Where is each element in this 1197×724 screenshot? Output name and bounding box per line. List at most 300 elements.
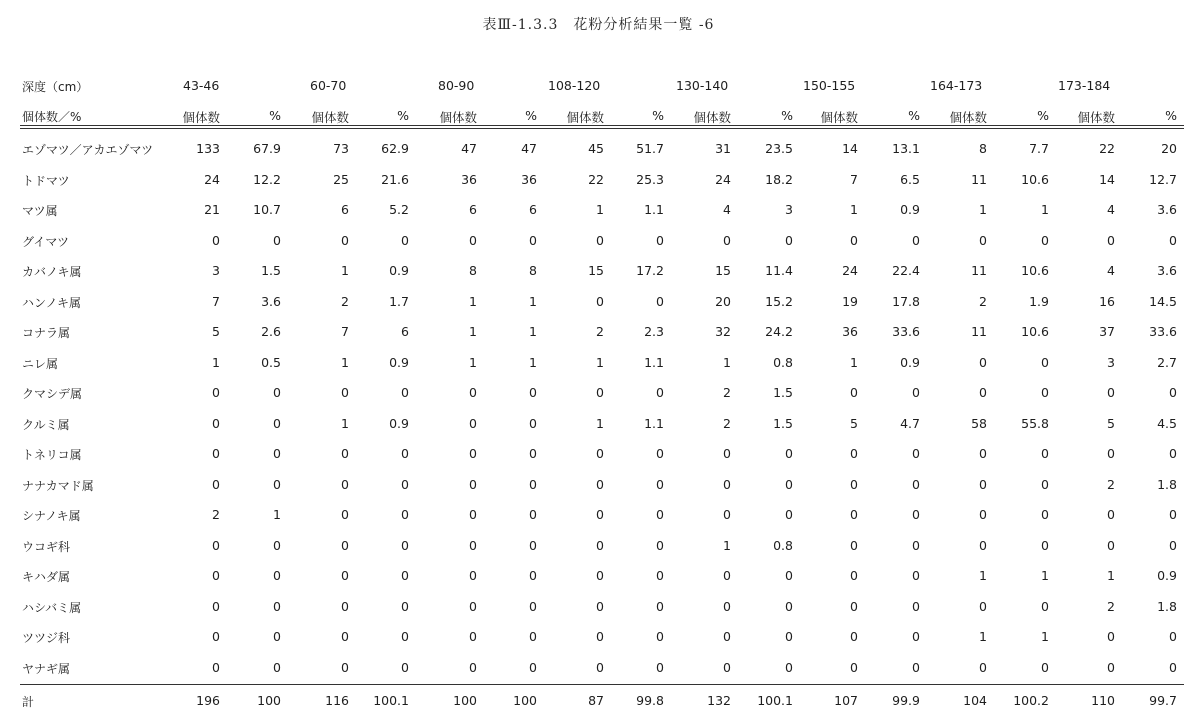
- percent-cell: 0: [529, 629, 537, 644]
- table-row: [0, 416, 1197, 434]
- count-cell: 1: [1107, 568, 1115, 583]
- depth-130-140: 130-140: [676, 78, 729, 93]
- percent-cell: 1.5: [773, 385, 793, 400]
- count-cell: 0: [596, 385, 604, 400]
- table-row: [0, 660, 1197, 678]
- count-col-header: 個体数: [820, 110, 858, 125]
- count-cell: 104: [963, 693, 987, 708]
- count-cell: 0: [596, 659, 604, 675]
- percent-cell: 0: [1169, 659, 1177, 675]
- table-row: [0, 385, 1197, 403]
- count-cell: 1: [469, 354, 477, 370]
- count-cell: 7: [212, 293, 220, 309]
- table-row: [0, 324, 1197, 342]
- percent-cell: 100: [513, 693, 537, 708]
- percent-cell: 0: [1041, 446, 1049, 461]
- percent-cell: 23.5: [765, 141, 793, 156]
- percent-cell: 100.1: [373, 693, 409, 708]
- row-label: トネリコ属: [22, 448, 82, 462]
- percent-cell: 0: [912, 568, 920, 583]
- percent-cell: 0: [529, 415, 537, 431]
- percent-cell: 0: [1041, 476, 1049, 492]
- percent-cell: 0: [273, 476, 281, 492]
- percent-cell: 0.5: [261, 354, 281, 370]
- percent-cell: 22.4: [892, 263, 920, 278]
- count-cell: 58: [971, 415, 987, 431]
- depth-header-row: [0, 78, 1197, 96]
- count-cell: 0: [596, 476, 604, 492]
- count-col-header: 個体数: [1077, 110, 1115, 125]
- count-cell: 2: [1107, 598, 1115, 614]
- count-cell: 3: [212, 263, 220, 278]
- count-cell: 0: [1107, 385, 1115, 400]
- percent-cell: 1: [1041, 568, 1049, 583]
- percent-cell: 20: [1161, 141, 1177, 156]
- count-cell: 0: [850, 385, 858, 400]
- count-cell: 1: [469, 293, 477, 309]
- count-cell: 36: [842, 324, 858, 339]
- percent-cell: 0: [529, 507, 537, 522]
- count-cell: 16: [1099, 293, 1115, 309]
- count-cell: 8: [469, 263, 477, 278]
- row-label: エゾマツ／アカエゾマツ: [22, 143, 154, 157]
- count-cell: 1: [341, 415, 349, 431]
- percent-cell: 0: [273, 629, 281, 644]
- percent-cell: 1: [529, 354, 537, 370]
- count-cell: 37: [1099, 324, 1115, 339]
- percent-cell: 10.7: [253, 202, 281, 217]
- percent-cell: 0: [1041, 598, 1049, 614]
- count-cell: 24: [204, 171, 220, 187]
- percent-cell: 0: [273, 568, 281, 583]
- percent-cell: 14.5: [1149, 293, 1177, 309]
- percent-col-header: %: [652, 108, 664, 123]
- count-cell: 0: [596, 629, 604, 644]
- subheader-label: 個体数／%: [22, 110, 82, 124]
- percent-cell: 0: [656, 568, 664, 583]
- table-row: [0, 172, 1197, 190]
- count-cell: 0: [850, 507, 858, 522]
- count-cell: 0: [850, 232, 858, 248]
- count-cell: 15: [588, 263, 604, 278]
- percent-col-header: %: [1165, 108, 1177, 123]
- table-row: [0, 263, 1197, 281]
- percent-cell: 1: [273, 507, 281, 522]
- count-cell: 0: [212, 385, 220, 400]
- count-cell: 0: [1107, 446, 1115, 461]
- count-cell: 32: [715, 324, 731, 339]
- percent-cell: 25.3: [636, 171, 664, 187]
- count-cell: 24: [842, 263, 858, 278]
- percent-col-header: %: [908, 108, 920, 123]
- count-cell: 0: [850, 476, 858, 492]
- count-cell: 1: [723, 537, 731, 553]
- count-cell: 0: [850, 537, 858, 553]
- count-cell: 0: [723, 507, 731, 522]
- percent-cell: 0.9: [900, 202, 920, 217]
- count-cell: 5: [850, 415, 858, 431]
- count-cell: 0: [596, 232, 604, 248]
- count-cell: 0: [341, 232, 349, 248]
- count-cell: 0: [212, 568, 220, 583]
- percent-cell: 0: [785, 507, 793, 522]
- count-cell: 0: [979, 507, 987, 522]
- count-cell: 1: [341, 354, 349, 370]
- row-label: ナナカマド属: [22, 478, 94, 493]
- percent-cell: 0: [529, 232, 537, 248]
- percent-cell: 0.8: [773, 537, 793, 553]
- percent-cell: 0: [785, 476, 793, 492]
- row-label: ハンノキ属: [22, 295, 82, 310]
- count-cell: 0: [596, 537, 604, 553]
- depth-43-46: 43-46: [183, 78, 220, 93]
- row-label: ハシバミ属: [22, 600, 82, 615]
- count-cell: 0: [723, 629, 731, 644]
- percent-cell: 0: [529, 537, 537, 553]
- percent-col-header: %: [525, 108, 537, 123]
- count-col-header: 個体数: [566, 110, 604, 125]
- row-label: ツツジ科: [22, 631, 71, 645]
- table-title: 表Ⅲ-1.3.3 花粉分析結果一覧 -6: [482, 17, 715, 33]
- percent-cell: 0: [1041, 507, 1049, 522]
- percent-cell: 3.6: [261, 293, 281, 309]
- count-cell: 0: [850, 568, 858, 583]
- count-cell: 19: [842, 293, 858, 309]
- percent-cell: 0: [273, 598, 281, 614]
- percent-cell: 0: [656, 232, 664, 248]
- percent-cell: 1.8: [1157, 476, 1177, 492]
- percent-cell: 0: [401, 568, 409, 583]
- percent-cell: 0: [1041, 354, 1049, 370]
- percent-cell: 99.9: [892, 693, 920, 708]
- count-col-header: 個体数: [182, 110, 220, 125]
- percent-cell: 0: [401, 232, 409, 248]
- percent-cell: 0: [912, 507, 920, 522]
- percent-cell: 8: [529, 263, 537, 278]
- percent-cell: 3.6: [1157, 202, 1177, 217]
- percent-cell: 0: [1169, 537, 1177, 553]
- table-row: [0, 294, 1197, 312]
- count-cell: 0: [212, 537, 220, 553]
- count-cell: 0: [469, 629, 477, 644]
- table-row: [0, 355, 1197, 373]
- count-cell: 0: [850, 659, 858, 675]
- percent-cell: 0: [656, 476, 664, 492]
- percent-cell: 0: [273, 385, 281, 400]
- row-label: シナノキ属: [22, 509, 81, 523]
- count-cell: 14: [1099, 171, 1115, 187]
- count-cell: 4: [723, 202, 731, 217]
- percent-cell: 100.2: [1013, 693, 1049, 708]
- table-row: [0, 477, 1197, 495]
- percent-cell: 2.6: [261, 324, 281, 339]
- count-cell: 0: [341, 568, 349, 583]
- total-row: [0, 693, 1197, 711]
- table-row: [0, 202, 1197, 220]
- percent-cell: 33.6: [1149, 324, 1177, 339]
- count-cell: 2: [979, 293, 987, 309]
- row-label: クマシデ属: [22, 387, 83, 401]
- count-cell: 14: [842, 141, 858, 156]
- count-cell: 0: [979, 537, 987, 553]
- count-cell: 5: [212, 324, 220, 339]
- count-col-header: 個体数: [311, 110, 349, 125]
- percent-cell: 0: [785, 446, 793, 461]
- percent-cell: 0: [912, 446, 920, 461]
- count-cell: 25: [333, 171, 349, 187]
- count-cell: 0: [723, 476, 731, 492]
- percent-cell: 1.7: [389, 293, 409, 309]
- percent-cell: 62.9: [381, 141, 409, 156]
- percent-cell: 0: [273, 659, 281, 675]
- percent-cell: 5.2: [389, 202, 409, 217]
- row-label: トドマツ: [22, 173, 70, 188]
- percent-cell: 18.2: [765, 171, 793, 187]
- percent-cell: 1.5: [773, 415, 793, 431]
- percent-cell: 0: [401, 446, 409, 461]
- count-cell: 0: [596, 568, 604, 583]
- count-cell: 1: [850, 354, 858, 370]
- count-cell: 7: [850, 171, 858, 187]
- count-cell: 1: [979, 202, 987, 217]
- percent-cell: 0.9: [389, 354, 409, 370]
- count-cell: 0: [723, 446, 731, 461]
- percent-cell: 0: [273, 446, 281, 461]
- percent-cell: 11.4: [765, 263, 793, 278]
- percent-cell: 0: [912, 385, 920, 400]
- percent-cell: 0: [912, 232, 920, 248]
- count-cell: 132: [707, 693, 731, 708]
- percent-cell: 0: [1169, 446, 1177, 461]
- count-cell: 0: [212, 415, 220, 431]
- count-cell: 8: [979, 141, 987, 156]
- percent-cell: 1.5: [261, 263, 281, 278]
- table-row: [0, 629, 1197, 647]
- percent-cell: 2.7: [1157, 354, 1177, 370]
- percent-cell: 0: [273, 232, 281, 248]
- count-cell: 0: [341, 629, 349, 644]
- row-label: ニレ属: [22, 356, 59, 371]
- percent-cell: 0.9: [900, 354, 920, 370]
- depth-173-184: 173-184: [1058, 78, 1111, 93]
- percent-cell: 13.1: [892, 141, 920, 156]
- count-cell: 0: [341, 476, 349, 492]
- count-cell: 0: [723, 232, 731, 248]
- count-cell: 0: [979, 385, 987, 400]
- percent-col-header: %: [1037, 108, 1049, 123]
- percent-cell: 1: [529, 293, 537, 309]
- count-cell: 0: [1107, 659, 1115, 675]
- count-cell: 31: [715, 141, 731, 156]
- count-cell: 196: [196, 693, 220, 708]
- percent-cell: 4.5: [1157, 415, 1177, 431]
- depth-60-70: 60-70: [310, 78, 347, 93]
- count-cell: 0: [979, 354, 987, 370]
- percent-cell: 99.8: [636, 693, 664, 708]
- count-cell: 0: [1107, 629, 1115, 644]
- percent-cell: 0: [401, 507, 409, 522]
- header-rule-bottom: [20, 128, 1184, 129]
- count-cell: 0: [596, 293, 604, 309]
- percent-cell: 0: [1041, 537, 1049, 553]
- count-cell: 0: [979, 232, 987, 248]
- percent-cell: 0: [656, 537, 664, 553]
- count-cell: 1: [596, 354, 604, 370]
- percent-cell: 10.6: [1021, 171, 1049, 187]
- count-cell: 107: [834, 693, 858, 708]
- table-row: [0, 233, 1197, 251]
- percent-cell: 0: [785, 659, 793, 675]
- percent-cell: 1: [1041, 629, 1049, 644]
- percent-cell: 36: [521, 171, 537, 187]
- percent-cell: 0: [273, 537, 281, 553]
- percent-cell: 0: [1169, 629, 1177, 644]
- row-label: ウコギ科: [22, 539, 71, 554]
- table-row: [0, 599, 1197, 617]
- percent-cell: 0: [1169, 232, 1177, 248]
- count-cell: 6: [341, 202, 349, 217]
- count-cell: 0: [979, 476, 987, 492]
- percent-cell: 0: [656, 385, 664, 400]
- percent-cell: 17.2: [636, 263, 664, 278]
- percent-cell: 0: [912, 659, 920, 675]
- total-rule: [20, 684, 1184, 685]
- count-cell: 133: [196, 141, 220, 156]
- count-cell: 24: [715, 171, 731, 187]
- percent-cell: 0: [401, 537, 409, 553]
- table-row: [0, 446, 1197, 464]
- count-cell: 22: [588, 171, 604, 187]
- percent-cell: 0: [785, 629, 793, 644]
- percent-col-header: %: [397, 108, 409, 123]
- count-cell: 0: [1107, 507, 1115, 522]
- percent-cell: 0: [656, 598, 664, 614]
- depth-label: 深度（cm）: [22, 80, 89, 94]
- depth-164-173: 164-173: [930, 78, 983, 93]
- count-cell: 0: [979, 659, 987, 675]
- count-cell: 45: [588, 141, 604, 156]
- percent-cell: 7.7: [1029, 141, 1049, 156]
- depth-80-90: 80-90: [438, 78, 475, 93]
- percent-cell: 15.2: [765, 293, 793, 309]
- count-cell: 0: [341, 446, 349, 461]
- percent-cell: 0: [1169, 385, 1177, 400]
- count-cell: 6: [469, 202, 477, 217]
- table-row: [0, 141, 1197, 159]
- percent-cell: 6: [529, 202, 537, 217]
- count-cell: 0: [596, 507, 604, 522]
- percent-cell: 99.7: [1149, 693, 1177, 708]
- count-cell: 87: [588, 693, 604, 708]
- percent-cell: 0: [656, 507, 664, 522]
- count-cell: 0: [212, 446, 220, 461]
- percent-cell: 0.8: [773, 354, 793, 370]
- count-cell: 2: [723, 415, 731, 431]
- percent-cell: 0: [1169, 507, 1177, 522]
- count-cell: 1: [341, 263, 349, 278]
- count-cell: 47: [461, 141, 477, 156]
- count-cell: 0: [596, 598, 604, 614]
- percent-cell: 0: [401, 385, 409, 400]
- row-label: カバノキ属: [22, 265, 82, 279]
- count-cell: 0: [341, 659, 349, 675]
- percent-cell: 51.7: [636, 141, 664, 156]
- percent-cell: 67.9: [253, 141, 281, 156]
- percent-cell: 3: [785, 202, 793, 217]
- count-cell: 0: [212, 232, 220, 248]
- percent-cell: 0: [529, 446, 537, 461]
- percent-cell: 0: [1041, 659, 1049, 675]
- table-row: [0, 538, 1197, 556]
- count-cell: 1: [723, 354, 731, 370]
- count-cell: 0: [469, 476, 477, 492]
- count-cell: 0: [469, 568, 477, 583]
- percent-cell: 0: [1041, 232, 1049, 248]
- count-cell: 0: [1107, 232, 1115, 248]
- percent-cell: 0: [785, 568, 793, 583]
- count-cell: 116: [325, 693, 349, 708]
- table-row: [0, 507, 1197, 525]
- count-cell: 1: [469, 324, 477, 339]
- percent-cell: 1.1: [644, 415, 664, 431]
- percent-cell: 0.9: [389, 415, 409, 431]
- count-cell: 2: [341, 293, 349, 309]
- count-cell: 0: [723, 568, 731, 583]
- percent-cell: 0.9: [389, 263, 409, 278]
- count-cell: 0: [341, 537, 349, 553]
- percent-cell: 0: [656, 659, 664, 675]
- percent-col-header: %: [269, 108, 281, 123]
- count-cell: 0: [212, 659, 220, 675]
- count-cell: 1: [850, 202, 858, 217]
- percent-cell: 12.2: [253, 171, 281, 187]
- header-rule-top: [20, 125, 1184, 126]
- count-cell: 0: [341, 385, 349, 400]
- percent-cell: 1.9: [1029, 293, 1049, 309]
- count-cell: 1: [979, 568, 987, 583]
- count-cell: 0: [469, 446, 477, 461]
- percent-cell: 0.9: [1157, 568, 1177, 583]
- percent-cell: 4.7: [900, 415, 920, 431]
- percent-cell: 100: [257, 693, 281, 708]
- count-cell: 7: [341, 324, 349, 339]
- percent-cell: 6: [401, 324, 409, 339]
- percent-cell: 1.1: [644, 202, 664, 217]
- percent-cell: 0: [656, 293, 664, 309]
- percent-cell: 0: [912, 598, 920, 614]
- percent-cell: 1.8: [1157, 598, 1177, 614]
- count-cell: 110: [1091, 693, 1115, 708]
- row-label: クルミ属: [22, 417, 70, 432]
- count-cell: 3: [1107, 354, 1115, 370]
- percent-cell: 0: [656, 446, 664, 461]
- count-cell: 0: [850, 629, 858, 644]
- row-label: マツ属: [22, 204, 58, 218]
- percent-cell: 0: [529, 568, 537, 583]
- percent-cell: 2.3: [644, 324, 664, 339]
- percent-cell: 0: [785, 232, 793, 248]
- count-cell: 0: [341, 598, 349, 614]
- count-cell: 0: [212, 598, 220, 614]
- percent-cell: 0: [529, 385, 537, 400]
- percent-cell: 0: [529, 659, 537, 675]
- count-cell: 11: [971, 171, 987, 187]
- depth-150-155: 150-155: [803, 78, 856, 93]
- count-cell: 36: [461, 171, 477, 187]
- percent-cell: 10.6: [1021, 263, 1049, 278]
- count-cell: 0: [723, 598, 731, 614]
- percent-col-header: %: [781, 108, 793, 123]
